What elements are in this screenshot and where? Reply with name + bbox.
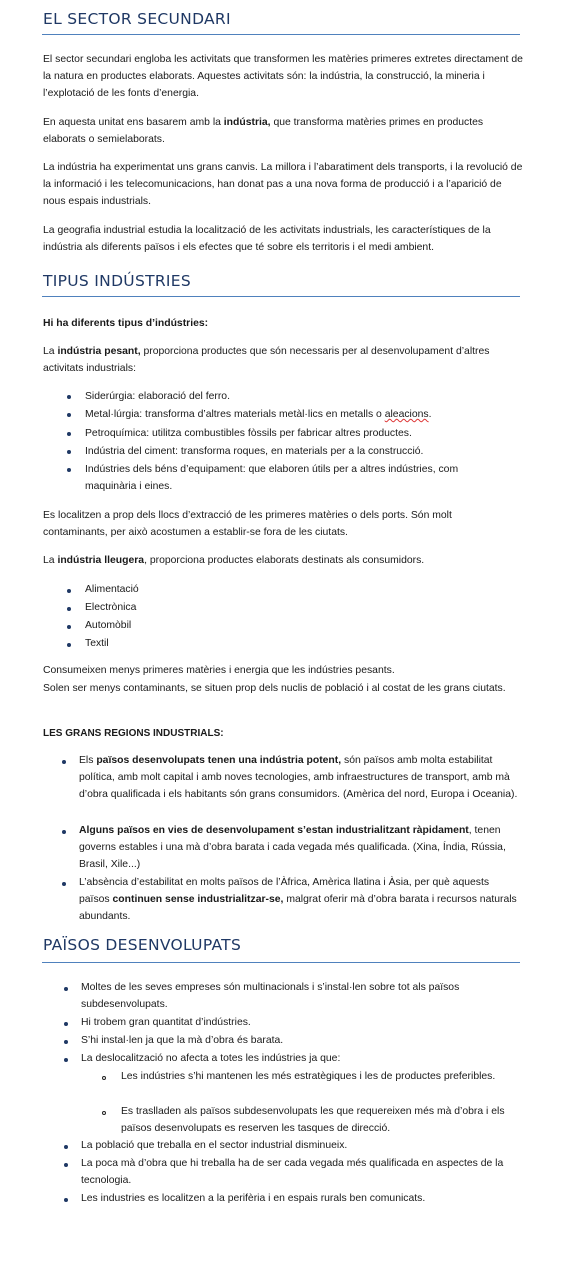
sub-list-item: Es traslladen als països subdesenvolupats les que requereixen més mà d’obra i els països desenvolupats es reserven les tasques de direcció. <box>121 1106 505 1134</box>
bullet-icon <box>67 607 71 611</box>
bullet-icon <box>67 643 71 647</box>
bullet-icon <box>64 1145 68 1149</box>
sub-bullet-icon <box>102 1076 106 1080</box>
paragraph-industria-lleugera <box>43 552 523 569</box>
list-item <box>85 406 505 423</box>
title-underline <box>42 296 520 297</box>
list-item: Petroquímica: utilitza combustibles fòssils per fabricar altres productes. <box>85 428 412 439</box>
paragraph-lleugera-note1: Consumeixen menys primeres matèries i energia que les indústries pesants. <box>43 665 395 676</box>
list-item: Textil <box>85 638 109 649</box>
section-title-tipus-industries: TIPUS INDÚSTRIES <box>43 272 192 290</box>
section-title-paisos-desenvolupats: PAÏSOS DESENVOLUPATS <box>43 936 242 954</box>
text: L’absència d’estabilitat en molts països de l’Àfrica, Amèrica llatina i Àsia, per què aquests països <box>79 877 490 905</box>
title-underline <box>42 962 520 963</box>
paragraph-lleugera-note2: Solen ser menys contaminants, se situen prop dels nuclis de població i al costat de les grans ciutats. <box>43 683 506 694</box>
section-title-sector-secundari: EL SECTOR SECUNDARI <box>43 10 231 28</box>
text: que transforma matèries primes en productes elaborats o semielaborats. <box>43 117 484 145</box>
bullet-icon <box>64 1022 68 1026</box>
bold-text: indústria pesant, <box>57 346 141 357</box>
text: . <box>428 409 432 420</box>
list-item: Automòbil <box>85 620 132 631</box>
bold-text: indústria lleugera <box>57 555 145 566</box>
regions-title: LES GRANS REGIONS INDUSTRIALS: <box>43 728 224 739</box>
bullet-icon <box>64 1040 68 1044</box>
paragraph-industria <box>43 114 523 148</box>
paragraph-industria-pesant <box>43 343 493 377</box>
bullet-icon <box>64 1163 68 1167</box>
bullet-icon <box>62 882 66 886</box>
list-item-developing <box>79 822 519 873</box>
paragraph-canvis: La indústria ha experimentat uns grans canvis. La millora i l’abaratiment dels transports, i la revolució de la informació i les telecomunicacions, han donat pas a una nova forma de producció i a l’aparició de nous espais industrials. <box>43 162 523 207</box>
paragraph-pesant-location: Es localitzen a prop dels llocs d’extracció de les primeres matèries o dels ports. Són molt contaminants, per això acostumen a establir-se fora de les ciutats. <box>43 510 452 538</box>
bold-text: Alguns països en vies de desenvolupament s’estan industrialitzant ràpidament <box>79 825 469 836</box>
list-item: La deslocalització no afecta a totes les indústries ja que: <box>81 1053 341 1064</box>
paragraph-intro: El sector secundari engloba les activitats que transformen les matèries primeres extretes directament de la natura en productes elaborats. Aquestes activitats són: la indústria, la construcció, la mineria i l’explotació de les fonts d’energia. <box>43 54 523 99</box>
bullet-icon <box>64 1198 68 1202</box>
bold-text: indústria, <box>223 117 271 128</box>
title-underline <box>42 34 520 35</box>
misspelled-word: aleacions <box>384 409 429 420</box>
list-item: Les industries es localitzen a la perifèria i en espais rurals ben comunicats. <box>81 1193 426 1204</box>
bold-text: continuen sense industrialitzar-se, <box>112 894 284 905</box>
bullet-icon <box>62 830 66 834</box>
text: En aquesta unitat ens basarem amb la <box>43 117 224 128</box>
bullet-icon <box>62 760 66 764</box>
text: proporciona productes que són necessaris per al desenvolupament d’altres activitats industrials: <box>43 346 490 374</box>
text: , proporciona productes elaborats destinats als consumidors. <box>144 555 425 566</box>
text: malgrat oferir mà d’obra barata i recursos naturals abundants. <box>79 894 517 922</box>
bold-text: països desenvolupats tenen una indústria potent, <box>96 755 342 766</box>
list-item: S’hi instal·len ja que la mà d’obra és barata. <box>81 1035 284 1046</box>
text: , tenen governs estables i una mà d’obra barata i cada vegada més qualificada. (Xina, Índia, Rússia, Brasil, Xile...) <box>79 825 506 870</box>
text: són països amb molta estabilitat política, amb molt capital i amb noves tecnologies, amb infraestructures de transport, amb mà d’obra qualificada i els habitants són grans consumidors. (Amèrica del nord, Europa i Oceania). <box>79 755 518 800</box>
bullet-icon <box>67 625 71 629</box>
bullet-icon <box>67 450 71 454</box>
sub-bullet-icon <box>102 1111 106 1115</box>
types-intro: Hi ha diferents tipus d’indústries: <box>43 318 209 329</box>
bullet-icon <box>67 468 71 472</box>
text: Metal·lúrgia: transforma d’altres materials metàl·lics en metalls o <box>85 409 385 420</box>
bullet-icon <box>64 987 68 991</box>
list-item-developed <box>79 752 519 803</box>
list-item-unstable <box>79 874 519 925</box>
list-item: La poca mà d’obra que hi treballa ha de ser cada vegada més qualificada en aspectes de la tecnologia. <box>81 1158 504 1186</box>
list-item: Siderúrgia: elaboració del ferro. <box>85 391 230 402</box>
bullet-icon <box>67 589 71 593</box>
text: La <box>43 555 58 566</box>
sub-list-item: Les indústries s’hi mantenen les més estratègiques i les de productes preferibles. <box>121 1071 496 1082</box>
bullet-icon <box>67 432 71 436</box>
list-item: Indústries dels béns d’equipament: que elaboren útils per a altres indústries, com maquinària i eines. <box>85 464 459 492</box>
list-item: Moltes de les seves empreses són multinacionals i s’instal·len sobre tot als països subdesenvolupats. <box>81 982 460 1010</box>
list-item: Alimentació <box>85 584 139 595</box>
text: Els <box>79 755 97 766</box>
list-item: Hi trobem gran quantitat d’indústries. <box>81 1017 251 1028</box>
bullet-icon <box>64 1058 68 1062</box>
bullet-icon <box>67 413 71 417</box>
list-item: La població que treballa en el sector industrial disminueix. <box>81 1140 348 1151</box>
list-item: Indústria del ciment: transforma roques, en materials per a la construcció. <box>85 446 424 457</box>
text: La <box>43 346 58 357</box>
bullet-icon <box>67 395 71 399</box>
paragraph-geografia: La geografia industrial estudia la localització de les activitats industrials, les característiques de la indústria als diferents països i els efectes que té sobre els territoris i el medi ambient. <box>43 225 491 253</box>
list-item: Electrònica <box>85 602 137 613</box>
